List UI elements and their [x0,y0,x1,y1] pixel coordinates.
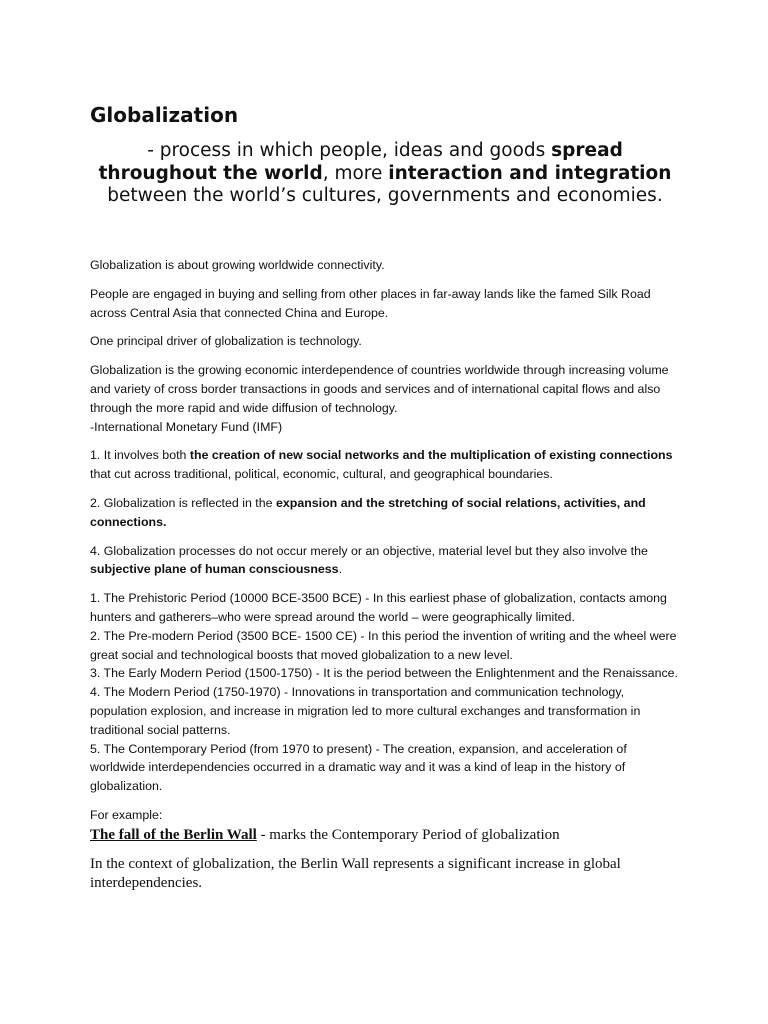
definition-bold-spread: spread throughout the world [98,140,623,184]
point-1-suffix: that cut across traditional, political, economic, cultural, and geographical boundaries. [90,467,553,482]
body-text [90,256,680,835]
example-label: For example: [90,807,163,822]
paragraph-imf-definition [90,361,680,436]
point-2 [90,494,680,532]
period-modern: 4. The Modern Period (1750-1970) - Innovations in transportation and communication technology, population explosion, and increase in migration led to more cultural exchanges and transformation in traditional social patterns. [90,685,641,737]
point-1 [90,446,680,484]
periods-list [90,589,680,796]
imf-definition-text: Globalization is the growing economic interdependence of countries worldwide through increasing volume and variety of cross border transactions in goods and services and of international capital flows and also through the more rapid and wide diffusion of technology. [90,363,669,415]
period-contemporary: 5. The Contemporary Period (from 1970 to present) - The creation, expansion, and acceleration of worldwide interdependencies occurred in a dramatic way and it was a kind of leap in the history of globalization. [90,741,627,794]
point-1-prefix: 1. It involves both [90,448,190,463]
definition-prefix: - process in which people, ideas and goods [147,140,552,161]
point-4 [90,542,680,580]
period-prehistoric: 1. The Prehistoric Period (10000 BCE-3500 BCE) - In this earliest phase of globalization, contacts among hunters and gatherers–who were spread around the world – were geographically limited. [90,591,667,624]
berlin-wall-heading: The fall of the Berlin Wall [90,827,257,843]
point-4-suffix: . [338,562,343,577]
definition-suffix: between the world’s cultures, governments and economies. [107,185,663,206]
paragraph-technology: One principal driver of globalization is technology. [90,334,362,349]
definition-bold-interaction: interaction and integration [388,162,672,184]
berlin-wall-section [90,826,680,903]
berlin-wall-heading-line [90,826,680,845]
berlin-wall-text: In the context of globalization, the Berlin Wall represents a significant increase in global interdependencies. [90,856,621,891]
paragraph-silk-road: People are engaged in buying and selling from other places in far-away lands like the famed Silk Road across Central Asia that connected China and Europe. [90,286,651,320]
document-title: Globalization [90,103,239,127]
point-2-prefix: 2. Globalization is reflected in the [90,495,276,510]
definition-paragraph [90,140,680,208]
point-4-bold: subjective plane of human consciousness [90,562,339,577]
point-4-prefix: 4. Globalization processes do not occur merely or an objective, material level but they also involve the [90,543,648,558]
paragraph-connectivity: Globalization is about growing worldwide connectivity. [90,258,385,272]
definition-mid: , more [322,162,389,184]
point-1-bold: the creation of new social networks and the multiplication of existing connections [189,448,673,463]
berlin-wall-heading-suffix: - marks the Contemporary Period of globalization [256,827,560,843]
point-2-bold: expansion and the stretching of social relations, activities, and connections. [90,495,646,529]
imf-source: -International Monetary Fund (IMF) [90,419,283,434]
period-early-modern: 3. The Early Modern Period (1500-1750) - It is the period between the Enlightenment and the Renaissance. [90,666,678,681]
period-premodern: 2. The Pre-modern Period (3500 BCE- 1500 CE) - In this period the invention of writing and the wheel were great social and technological boosts that moved globalization to a new level. [90,628,677,662]
